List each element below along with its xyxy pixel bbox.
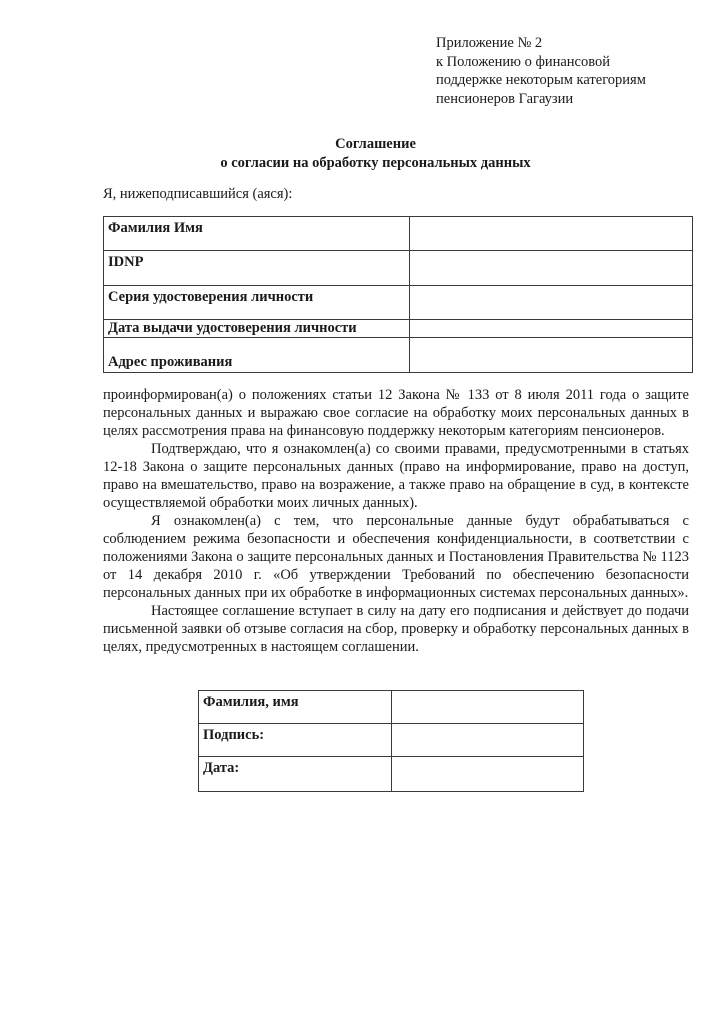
paragraph: проинформирован(а) о положениях статьи 12 Закона № 133 от 8 июля 2011 года о защите персональных данных и выражаю свое согласие на обработку моих персональных данных в целях рассмотрения права на финансовую поддержку некоторым категориям пенсионеров. <box>103 387 689 439</box>
field-label: Дата выдачи удостоверения личности <box>104 320 410 338</box>
document-title <box>0 135 723 172</box>
idnp-field[interactable] <box>410 251 693 286</box>
full-name-field[interactable] <box>410 217 693 251</box>
field-label: Дата: <box>199 757 392 792</box>
table-row <box>104 251 693 286</box>
consent-body <box>103 386 689 656</box>
annex-line: пенсионеров Гагаузии <box>436 90 574 107</box>
intro-text: Я, нижеподписавшийся (аяся): <box>103 186 293 202</box>
field-label: Фамилия Имя <box>104 217 410 251</box>
table-row <box>104 286 693 320</box>
paragraph: Подтверждаю, что я ознакомлен(а) со своими правами, предусмотренными в статьях 12-18 Закона о защите персональных данных (право на информирование, право на доступ, право на вмешательство, право на возражение, а также право на обращение в суд, в контексте осуществляемой обработки моих личных данных). <box>103 441 689 511</box>
table-row <box>199 691 584 724</box>
personal-data-table <box>103 216 693 373</box>
address-field[interactable] <box>410 338 693 373</box>
field-label: Адрес проживания <box>104 338 410 373</box>
title-line-2: о согласии на обработку персональных данных <box>220 154 531 171</box>
annex-line: Приложение № 2 <box>436 35 543 51</box>
table-row <box>104 320 693 338</box>
table-row <box>104 217 693 251</box>
paragraph: Я ознакомлен(а) с тем, что персональные данные будут обрабатываться с соблюдением режима безопасности и обеспечения конфиденциальности, в соответствии с положениями Закона о защите персональных данных и Постановления Правительства № 1123 от 14 декабря 2010 г. «Об утверждении Требований по обеспечению безопасности персональных данных при их обработке в информационных системах персональных данных». <box>103 513 689 601</box>
table-row <box>199 724 584 757</box>
table-row <box>199 757 584 792</box>
id-issue-date-field[interactable] <box>410 320 693 338</box>
field-label: Фамилия, имя <box>199 691 392 724</box>
paragraph: Настоящее соглашение вступает в силу на дату его подписания и действует до подачи письменной заявки об отзыве согласия на сбор, проверку и обработку персональных данных в целях, предусмотренных в настоящем соглашении. <box>103 603 689 655</box>
field-label: Серия удостоверения личности <box>104 286 410 320</box>
date-field[interactable] <box>392 757 584 792</box>
annex-line: к Положению о финансовой <box>436 53 610 70</box>
field-label: Подпись: <box>199 724 392 757</box>
title-line-1: Соглашение <box>335 136 416 152</box>
annex-line: поддержке некоторым категориям <box>436 72 646 88</box>
table-row <box>104 338 693 373</box>
annex-header <box>436 34 646 108</box>
field-label: IDNP <box>104 251 410 286</box>
signature-table <box>198 690 584 792</box>
id-series-field[interactable] <box>410 286 693 320</box>
signer-name-field[interactable] <box>392 691 584 724</box>
signature-field[interactable] <box>392 724 584 757</box>
